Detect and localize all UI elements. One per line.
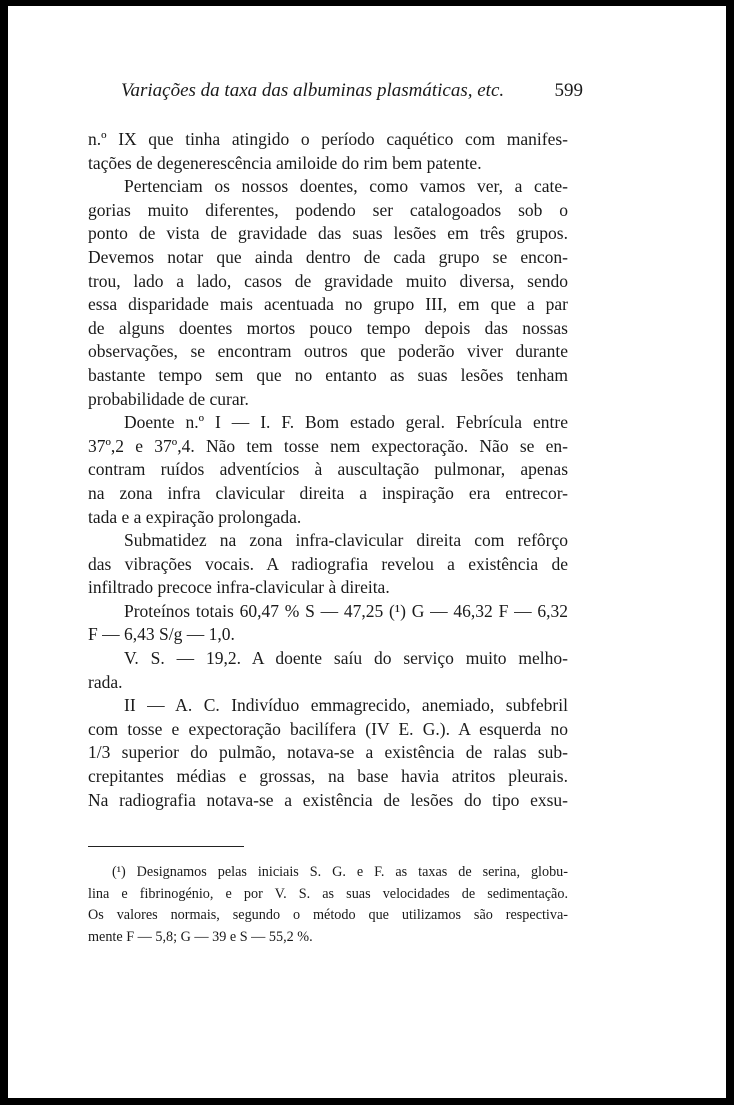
text-line: observações, se encontram outros que poderão viver durante xyxy=(88,341,568,362)
text-line: gorias muito diferentes, podendo ser catalogoados sob o xyxy=(88,199,568,220)
text-line: das vibrações vocais. A radiografia revelou a existência de xyxy=(88,553,568,574)
text-line: F — 6,43 S/g — 1,0. xyxy=(88,624,235,645)
running-header xyxy=(121,80,583,102)
text-line: com tosse e expectoração bacilífera (IV E. G.). A esquerda no xyxy=(88,718,568,739)
text-line: bastante tempo sem que no entanto as suas lesões tenham xyxy=(88,364,568,385)
text-line: na zona infra clavicular direita a inspiração era entrecor- xyxy=(88,482,568,503)
text-line: probabilidade de curar. xyxy=(88,388,249,409)
text-line: trou, lado a lado, casos de gravidade muito diversa, sendo xyxy=(88,270,568,291)
text-line: Submatidez na zona infra-clavicular direita com refôrço xyxy=(124,530,568,551)
page-number: 599 xyxy=(554,80,583,101)
running-title: Variações da taxa das albuminas plasmáticas, etc. xyxy=(121,80,505,101)
text-line: V. S. — 19,2. A doente saíu do serviço muito melho- xyxy=(124,648,568,669)
footnotes xyxy=(88,862,568,948)
text-line: contram ruídos adventícios à auscultação pulmonar, apenas xyxy=(88,459,568,480)
footnote-line: mente F — 5,8; G — 39 e S — 55,2 %. xyxy=(88,928,313,945)
text-line: n.º IX que tinha atingido o período caquético com manifes- xyxy=(88,129,568,149)
text-line: crepitantes médias e grossas, na base havia atritos pleurais. xyxy=(88,766,568,787)
text-line: 1/3 superior do pulmão, notava-se a existência de ralas sub- xyxy=(88,742,568,763)
text-line: Na radiografia notava-se a existência de lesões do tipo exsu- xyxy=(88,789,568,810)
text-line: de alguns doentes mortos pouco tempo depois das nossas xyxy=(88,317,568,338)
text-line: rada. xyxy=(88,671,123,692)
document-page xyxy=(8,6,726,1098)
footnote-line: (¹) Designamos pelas iniciais S. G. e F. as taxas de serina, globu- xyxy=(112,864,568,880)
text-line: 37º,2 e 37º,4. Não tem tosse nem expectoração. Não se en- xyxy=(88,435,568,456)
text-line: II — A. C. Indivíduo emmagrecido, anemiado, subfebril xyxy=(124,695,568,716)
text-line: Pertenciam os nossos doentes, como vamos ver, a cate- xyxy=(124,176,568,197)
text-line: tada e a expiração prolongada. xyxy=(88,506,302,527)
text-line: infiltrado precoce infra-clavicular à direita. xyxy=(88,577,390,598)
footnote-line: Os valores normais, segundo o método que utilizamos são respectiva- xyxy=(88,907,568,923)
text-line: Doente n.º I — I. F. Bom estado geral. Febrícula entre xyxy=(124,412,568,433)
text-line: ponto de vista de gravidade das suas lesões em três grupos. xyxy=(88,223,568,244)
text-line: essa disparidade mais acentuada no grupo III, em que a par xyxy=(88,294,568,315)
text-line: Devemos notar que ainda dentro de cada grupo se encon- xyxy=(88,246,568,267)
text-line: Proteínos totais 60,47 % S — 47,25 (¹) G — 46,32 F — 6,32 xyxy=(124,600,568,621)
footnote-line: lina e fibrinogénio, e por V. S. as suas velocidades de sedimentação. xyxy=(88,885,568,902)
footnote-rule xyxy=(88,846,244,847)
text-line: tações de degenerescência amiloide do rim bem patente. xyxy=(88,152,482,173)
body-text xyxy=(88,128,568,812)
